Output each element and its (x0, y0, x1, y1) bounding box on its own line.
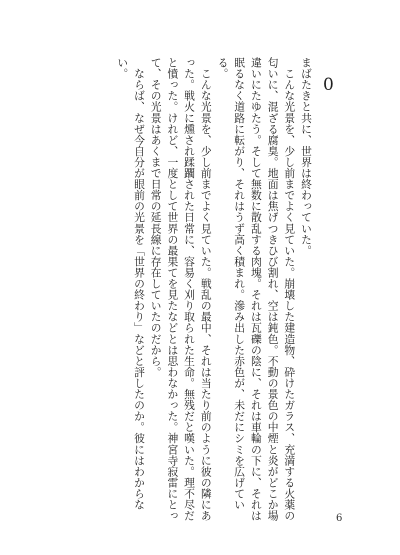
chapter-number: 0 (323, 75, 334, 95)
paragraph: こんな光景を、少し前までよく見ていた。崩壊した建造物、砕けたガラス、充満する火薬の匂いに、混ざる腐臭。地面は焦げつきひび割れ、空は鈍色。不動の景色の中煙と炎がどこか場違いにたゆたう。そして無数に散乱する肉塊。それは瓦礫の陰に、それは車輪の下に、それは眠るなく道路に転がり、それはうず高く積まれ。滲み出した赤色が、未だにシミを広げている。 (216, 57, 297, 522)
paragraph: こんな光景を、少し前までよく見ていた。戦乱の最中、それは当たり前のように彼の隣にあった。戦火に燻され蹂躙された日常に、容易く刈り取られた生命。無残だと嘆いた。理不尽だと憤った。けれど、一度として世界の最果てを見たなどとは思わなかった。神宮寺寂雷にとって、その光景はあくまで日常の延長線に存在していたのだから。 (149, 57, 213, 522)
body-text (106, 57, 314, 527)
paragraph-opening: まばたきと共に、世界は終わっていた。 (300, 57, 313, 256)
paragraph: ならば、なぜ今自分が眼前の光景を「世界の終わり」などと評したのか。彼にはわからない。 (116, 57, 146, 511)
page-number: 6 (336, 513, 343, 524)
